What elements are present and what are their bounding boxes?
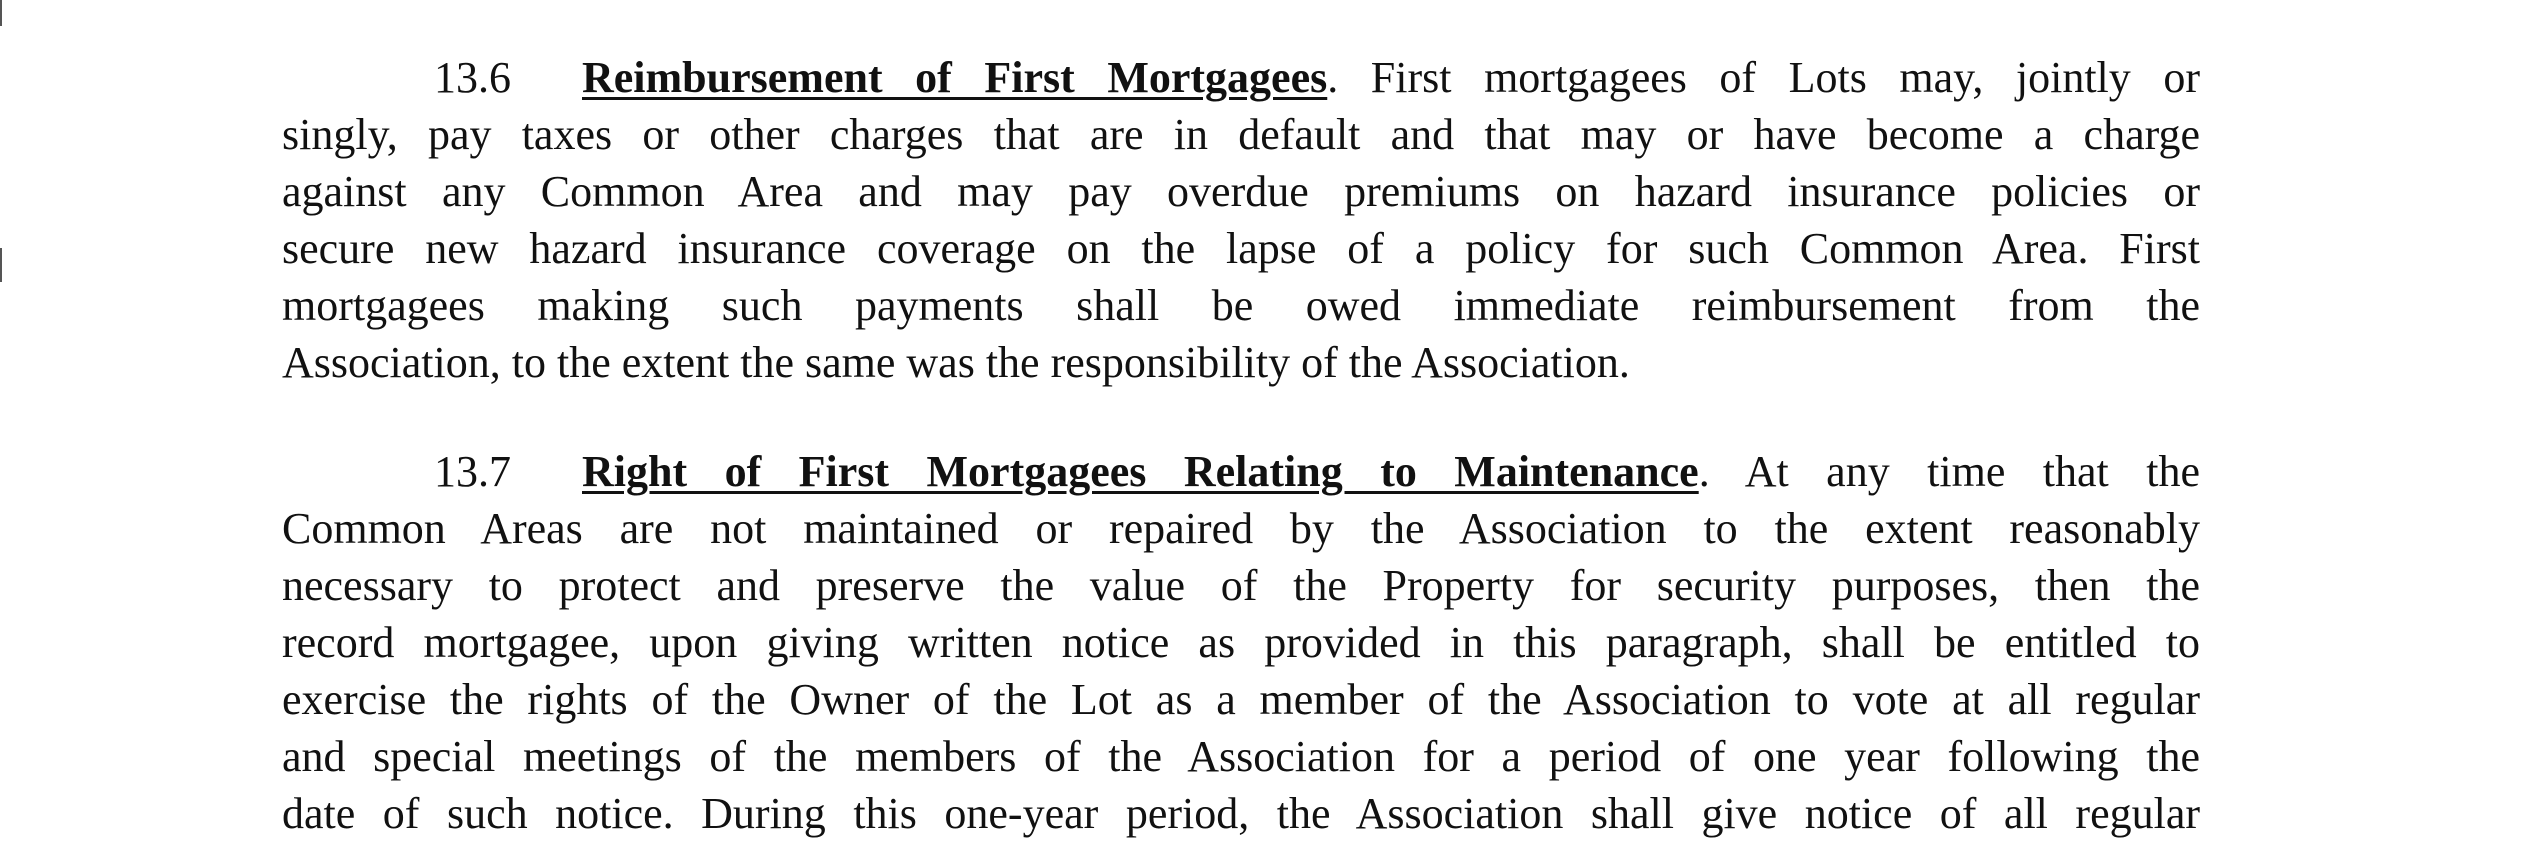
paragraph-line: Association, to the extent the same was the responsibility of the Association. xyxy=(282,338,1630,387)
paragraph-text: . First mortgagees of Lots may, jointly or xyxy=(1327,53,2200,102)
section-number: 13.6 xyxy=(434,53,511,102)
paragraph-line: secure new hazard insurance coverage on the lapse of a policy for such Common Area. First xyxy=(282,224,2200,273)
paragraph-line: record mortgagee, upon giving written notice as provided in this paragraph, shall be entitled to xyxy=(282,618,2200,667)
scan-margin-mark xyxy=(0,0,2,26)
paragraph-line: Common Areas are not maintained or repaired by the Association to the extent reasonably xyxy=(282,504,2200,553)
paragraph-line: singly, pay taxes or other charges that are in default and that may or have become a charge xyxy=(282,110,2200,159)
paragraph-line: necessary to protect and preserve the value of the Property for security purposes, then the xyxy=(282,561,2200,610)
scan-margin-mark xyxy=(0,248,2,282)
paragraph-line xyxy=(434,444,2200,500)
section-heading: Reimbursement of First Mortgagees xyxy=(582,53,1328,102)
paragraph-line: and special meetings of the members of the Association for a period of one year following the xyxy=(282,732,2200,781)
paragraph-line: mortgagees making such payments shall be owed immediate reimbursement from the xyxy=(282,281,2200,330)
section-heading: Right of First Mortgagees Relating to Maintenance xyxy=(582,447,1699,496)
paragraph-line: exercise the rights of the Owner of the Lot as a member of the Association to vote at all regular xyxy=(282,675,2200,724)
section-number: 13.7 xyxy=(434,447,511,496)
paragraph-text: . At any time that the xyxy=(1698,447,2200,496)
paragraph-line: date of such notice. During this one-year period, the Association shall give notice of all regular xyxy=(282,789,2200,838)
paragraph-line: against any Common Area and may pay overdue premiums on hazard insurance policies or xyxy=(282,167,2200,216)
paragraph-line xyxy=(434,50,2200,106)
